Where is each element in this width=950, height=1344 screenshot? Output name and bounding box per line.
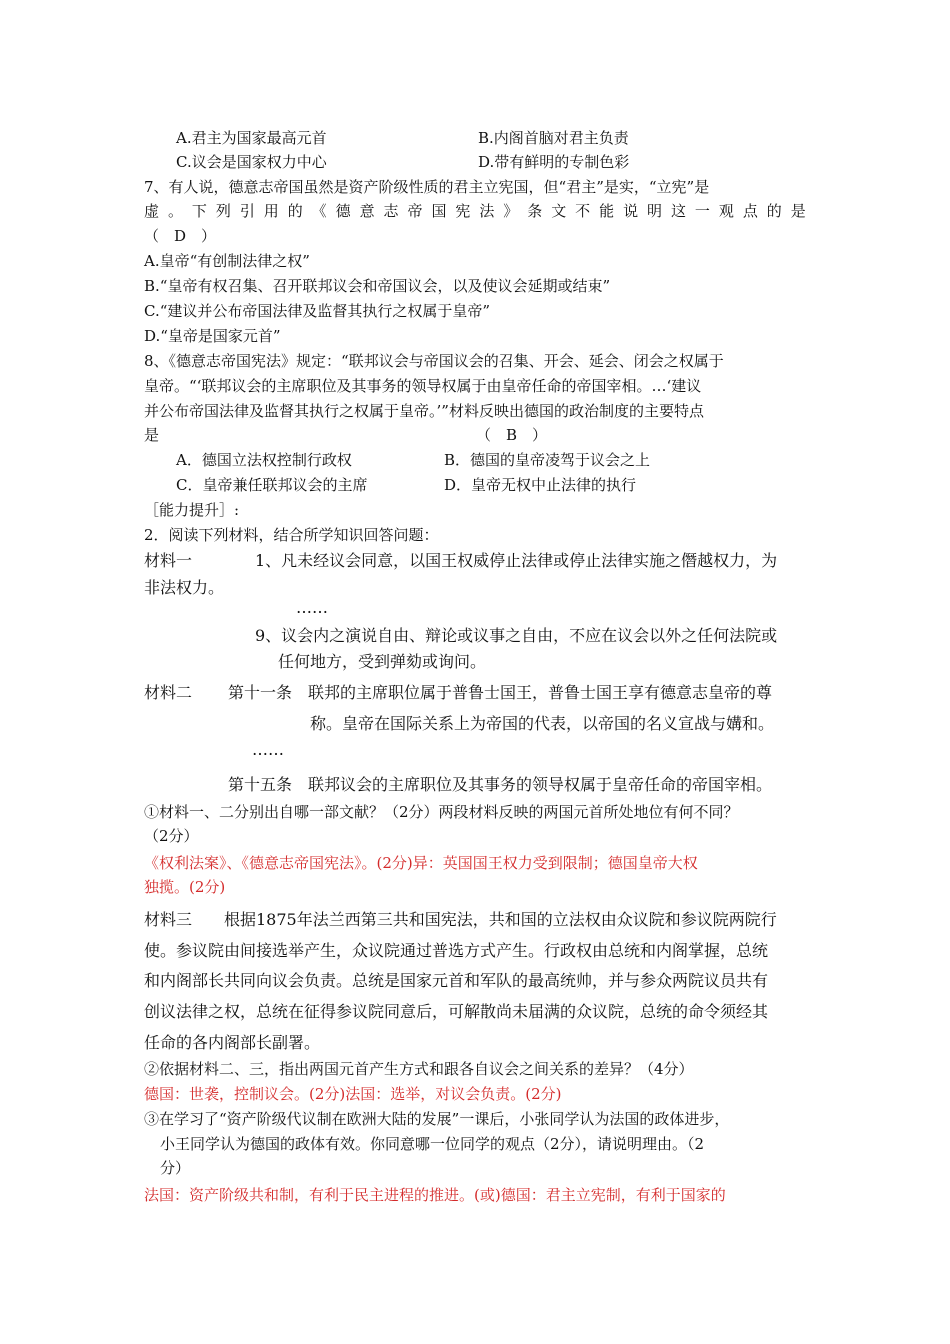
q7-line-2-char: 用 [263, 202, 279, 220]
q7-line-2-char: 引 [239, 202, 255, 220]
section-heading: ［能力提升］: [144, 501, 240, 519]
q7-line-2-char: 不 [575, 202, 591, 220]
q8-line-2: 皇帝。“‘联邦议会的主席职位及其事务的领导权属于由皇帝任命的帝国宰相。…‘建议 [144, 377, 702, 395]
q7-line-2-char: 文 [551, 202, 567, 220]
answer-1-line-1: 《权利法案》、《德意志帝国宪法》。(2分)异：英国国王权力受到限制；德国皇帝大权 [144, 854, 698, 872]
material-2-line-2: 称。皇帝在国际关系上为帝国的代表，以帝国的名义宣战与媾和。 [310, 714, 775, 733]
q7-line-2-char: 帝 [407, 202, 423, 220]
material-2-ellipsis: …… [252, 740, 284, 759]
material-1-line-2: 非法权力。 [144, 578, 225, 597]
q8-line-1: 8、《德意志帝国宪法》规定：“联邦议会与帝国议会的召集、开会、延会、闭会之权属于 [144, 352, 724, 370]
q8-option-a: A．德国立法权控制行政权 [176, 451, 352, 469]
q6-option-d: D.带有鲜明的专制色彩 [478, 153, 630, 171]
answer-2: 德国：世袭，控制议会。(2分)法国：选举，对议会负责。(2分) [144, 1085, 562, 1103]
q7-answer: （ D ） [144, 227, 217, 245]
q7-line-2-char: 的 [766, 202, 782, 220]
q7-line-2-char: 意 [359, 202, 375, 220]
q7-line-2-char: 下 [191, 202, 207, 220]
material-3-line-2: 使。参议院由间接选举产生，众议院通过普选方式产生。行政权由总统和内阁掌握，总统 [144, 941, 769, 960]
q7-line-2-char: 能 [599, 202, 615, 220]
material-3-line-1: 材料三 根据1875年法兰西第三共和国宪法，共和国的立法权由众议院和参议院两院行 [144, 910, 777, 929]
q8-line-3: 并公布帝国法律及监督其执行之权属于皇帝。’”材料反映出德国的政治制度的主要特点 [144, 402, 704, 420]
q7-line-2-char: 点 [742, 202, 758, 220]
q7-option-c: C.“建议并公布帝国法律及监督其执行之权属于皇帝” [144, 302, 491, 320]
q7-line-2-char: 明 [647, 202, 663, 220]
q8-line-4: 是 [144, 426, 160, 444]
q7-line-2-char: 。 [167, 202, 183, 220]
sub-question-1-line-2: （2分） [144, 827, 199, 845]
material-3-line-5: 任命的各内阁部长副署。 [144, 1033, 321, 1052]
material-2-label: 材料二 [144, 683, 193, 702]
material-1-line-1: 1、凡未经议会同意，以国王权威停止法律或停止法律实施之僭越权力，为 [255, 551, 778, 570]
sub-question-3-line-1: ③在学习了“资产阶级代议制在欧洲大陆的发展”一课后，小张同学认为法国的政体进步， [144, 1110, 730, 1128]
q7-line-2-char: 说 [623, 202, 639, 220]
material-2-line-1: 第十一条 联邦的主席职位属于普鲁士国王，普鲁士国王享有德意志皇帝的尊 [228, 683, 773, 702]
q7-line-2-char: 志 [383, 202, 399, 220]
q8-option-d: D．皇帝无权中止法律的执行 [444, 476, 637, 494]
q7-line-2-char: 一 [694, 202, 710, 220]
q7-line-2-char: 法 [479, 202, 495, 220]
q8-option-c: C．皇帝兼任联邦议会的主席 [176, 476, 368, 494]
q7-line-2-char: 》 [503, 202, 519, 220]
sub-question-3-line-3: 分） [160, 1159, 191, 1177]
q7-line-2-char: 虚 [144, 202, 160, 220]
q6-option-b: B.内阁首脑对君主负责 [478, 129, 629, 147]
material-3-line-3: 和内阁部长共同向议会负责。总统是国家元首和军队的最高统帅，并与参众两院议员共有 [144, 971, 769, 990]
sub-question-1-line-1: ①材料一、二分别出自哪一部文献？（2分）两段材料反映的两国元首所处地位有何不同？ [144, 803, 739, 821]
answer-1-line-2: 独揽。(2分) [144, 878, 226, 896]
answer-3: 法国：资产阶级共和制，有利于民主进程的推进。(或)德国：君主立宪制，有利于国家的 [144, 1186, 726, 1204]
material-1-line-4: 任何地方，受到弹劾或询问。 [278, 652, 487, 671]
q6-option-a: A.君主为国家最高元首 [176, 129, 327, 147]
q7-line-2 [144, 201, 806, 221]
q7-line-2-char: 德 [335, 202, 351, 220]
sub-question-3-line-2: 小王同学认为德国的政体有效。你同意哪一位同学的观点（2分），请说明理由。（2 [160, 1135, 705, 1153]
q7-line-2-char: 这 [670, 202, 686, 220]
material-1-line-3: 9、议会内之演说自由、辩论或议事之自由，不应在议会以外之任何法院或 [255, 626, 778, 645]
q7-line-2-char: 国 [431, 202, 447, 220]
q7-line-2-char: 条 [527, 202, 543, 220]
q7-line-1: 7、有人说，德意志帝国虽然是资产阶级性质的君主立宪国，但“君主”是实，“立宪”是 [144, 178, 710, 196]
q7-line-2-char: 列 [215, 202, 231, 220]
q8-option-b: B．德国的皇帝凌驾于议会之上 [444, 451, 651, 469]
q2-intro: 2．阅读下列材料，结合所学知识回答问题： [144, 526, 439, 544]
q7-line-2-char: 《 [311, 202, 327, 220]
q6-option-c: C.议会是国家权力中心 [176, 153, 327, 171]
material-1-ellipsis: …… [296, 598, 328, 617]
q7-line-2-char: 的 [287, 202, 303, 220]
q7-option-b: B.“皇帝有权召集、召开联邦议会和帝国议会，以及使议会延期或结束” [144, 277, 611, 295]
q7-line-2-char: 宪 [455, 202, 471, 220]
q7-option-a: A.皇帝“有创制法律之权” [144, 252, 310, 270]
q7-line-2-char: 是 [790, 202, 806, 220]
q7-line-2-char: 观 [718, 202, 734, 220]
material-3-line-4: 创议法律之权，总统在征得参议院同意后，可解散尚未届满的众议院，总统的命令须经其 [144, 1002, 769, 1021]
q8-answer: （ B ） [476, 426, 548, 444]
material-2-line-3: 第十五条 联邦议会的主席职位及其事务的领导权属于皇帝任命的帝国宰相。 [228, 775, 773, 794]
material-1-label: 材料一 [144, 551, 193, 570]
sub-question-2: ②依据材料二、三，指出两国元首产生方式和跟各自议会之间关系的差异？（4分） [144, 1060, 694, 1078]
q7-option-d: D.“皇帝是国家元首” [144, 327, 281, 345]
